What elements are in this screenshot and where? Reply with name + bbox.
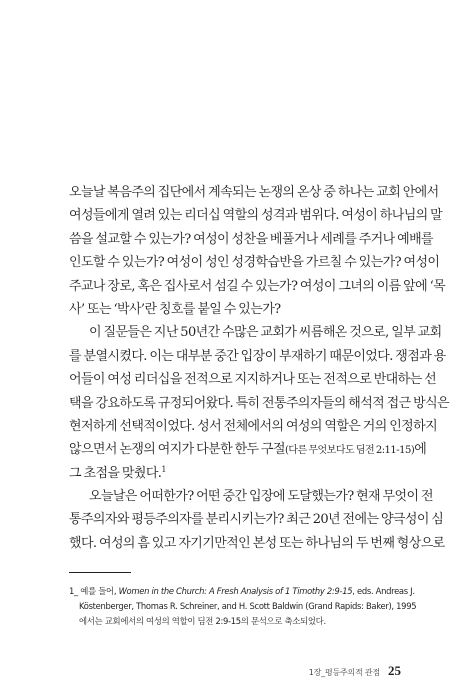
footnote-line: 에서는 교회에서의 여성의 역할이 딤전 2:9-15의 문석으로 축소되었다. — [79, 616, 326, 626]
text-line: 인도할 수 있는가? 여성이 성인 성경학습반을 가르칠 수 있는가? 여성이 — [69, 255, 440, 271]
footnote-line — [69, 584, 415, 599]
running-head: 1장_평등주의적 관점 — [308, 668, 380, 677]
page-number: 25 — [388, 663, 401, 678]
text-line: 어들이 여성 리더십을 전적으로 지지하거나 또는 전적으로 반대하는 선 — [69, 372, 437, 388]
text-line: 주교나 장로, 혹은 집사로서 섬길 수 있는가? 여성이 그녀의 이름 앞에 ‘목 — [69, 278, 446, 294]
text-line: 씀을 설교할 수 있는가? 여성이 성찬을 베풀거나 세례를 주거나 예배를 — [69, 231, 433, 247]
paragraph-2 — [69, 321, 449, 485]
text-line: 사’ 또는 ‘박사’란 칭호를 붙일 수 있는가? — [69, 301, 281, 317]
book-title: Women in the Church: A Fresh Analysis of 1 Timothy 2:9-15 — [118, 586, 353, 596]
text-line: 오늘날은 어떠한가? 어떤 중간 입장에 도달했는가? 현재 무엇이 전 — [89, 489, 433, 505]
text-line: 통주의자와 평등주의자를 분리시키는가? 최근 20년 전에는 양극성이 심 — [69, 512, 444, 528]
text-line: 이 질문들은 지난 50년간 수많은 교회가 씨름해온 것으로, 일부 교회 — [89, 325, 442, 341]
paragraph-3 — [69, 485, 445, 555]
text-line: 오늘날 복음주의 집단에서 계속되는 논쟁의 온상 중 하나는 교회 안에서 — [69, 185, 439, 200]
inline-reference: (다른 무엇보다도 딤전 2:11-15) — [284, 445, 415, 457]
footnote-text: 예를 들어, — [80, 586, 117, 596]
text-line: 했다. 여성의 흠 있고 자기기만적인 본성 또는 하나님의 두 번째 형상으로 — [69, 535, 445, 551]
text-line: 여성들에게 열려 있는 리더십 역할의 성격과 범위다. 여성이 하나님의 말 — [69, 208, 443, 224]
text-line: 현저하게 선택적이었다. 성서 전체에서의 여성의 역할은 거의 인정하지 — [69, 418, 438, 434]
text-line: 를 분열시켰다. 이는 대부분 중간 입장이 부재하기 때문이었다. 쟁점과 용 — [69, 348, 446, 364]
footnote-line: Köstenberger, Thomas R. Schreiner, and H. Scott Baldwin (Grand Rapids: Baker), 1995 — [79, 601, 417, 611]
footnote-divider — [69, 572, 131, 573]
footnote-number: 1_ — [69, 586, 78, 596]
footnote — [69, 584, 417, 629]
text-line-with-footnote-ref — [69, 462, 400, 485]
footnote-text: , eds. Andreas J. — [352, 586, 415, 596]
text-line-with-note — [69, 438, 427, 461]
text-segment: 그 초점을 맞췄다. — [69, 465, 162, 481]
text-line: 택을 강요하도록 규정되어왔다. 특히 전통주의자들의 해석적 접근 방식은 — [69, 395, 449, 411]
page-footer — [309, 663, 401, 679]
text-segment: 않으면서 논쟁의 여지가 다분한 한두 구절 — [69, 442, 285, 458]
body-text — [69, 181, 449, 555]
footnote-marker[interactable]: 1 — [161, 464, 166, 474]
paragraph-1 — [69, 181, 446, 321]
text-segment: 에 — [414, 442, 427, 458]
